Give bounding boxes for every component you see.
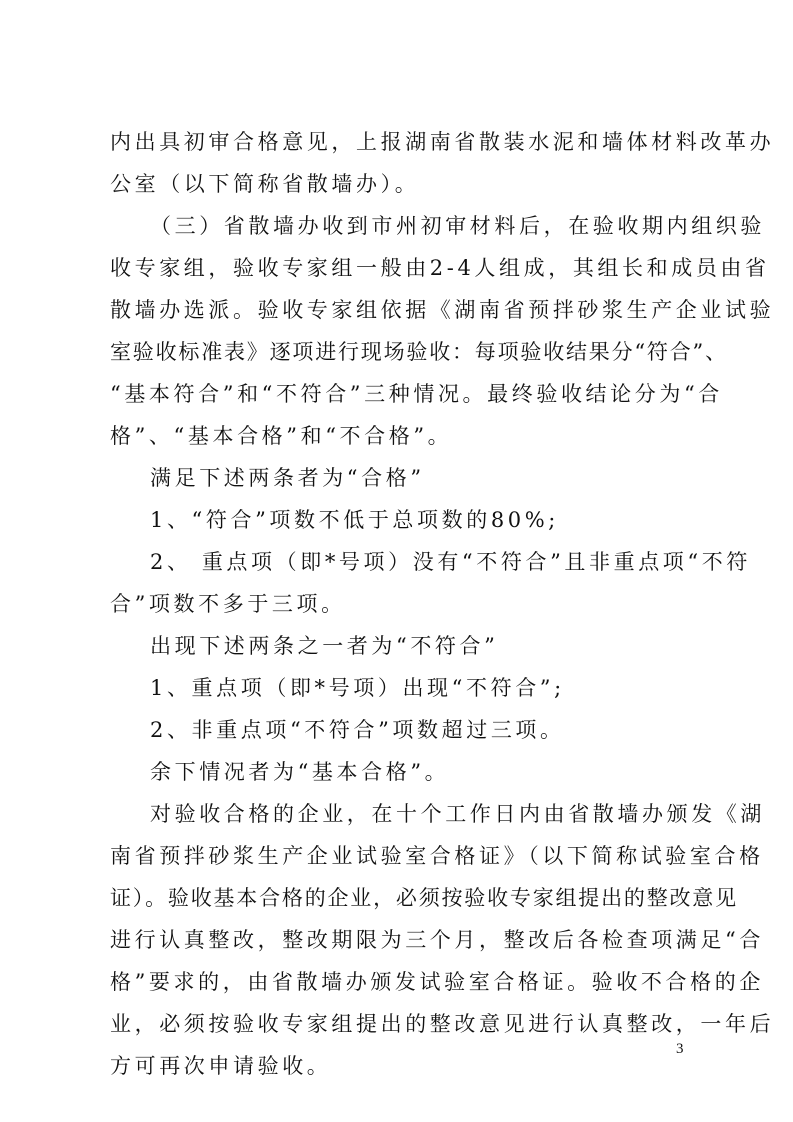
- paragraph-line-23: 方可再次申请验收。: [110, 1054, 332, 1078]
- paragraph-line-10: 1、“符合”项数不低于总项数的80%;: [150, 508, 559, 532]
- paragraph-line-19: 证）。验收基本合格的企业，必须按验收专家组提出的整改意见: [110, 886, 738, 910]
- paragraph-line-21: 格”要求的，由省散墙办颁发试验室合格证。验收不合格的企: [110, 970, 764, 994]
- paragraph-line-14: 1、重点项（即*号项）出现“不符合”;: [150, 676, 565, 700]
- paragraph-line-18: 南省预拌砂浆生产企业试验室合格证》（以下简称试验室合格: [110, 844, 764, 868]
- paragraph-line-13: 出现下述两条之一者为“不符合”: [150, 634, 499, 658]
- paragraph-line-7: “基本符合”和“不符合”三种情况。最终验收结论分为“合: [110, 382, 723, 406]
- paragraph-line-4: 收专家组，验收专家组一般由2-4人组成，其组长和成员由省: [110, 256, 770, 280]
- paragraph-line-15: 2、非重点项“不符合”项数超过三项。: [150, 718, 565, 742]
- paragraph-line-2: 公室（以下简称省散墙办）。: [110, 172, 420, 196]
- paragraph-line-22: 业，必须按验收专家组提出的整改意见进行认真整改，一年后: [110, 1012, 775, 1036]
- paragraph-line-6: 室验收标准表》逐项进行现场验收：每项验收结果分“符合”、: [110, 340, 728, 364]
- paragraph-line-1: 内出具初审合格意见，上报湖南省散装水泥和墙体材料改革办: [110, 130, 775, 154]
- paragraph-line-11: 2、 重点项（即*号项）没有“不符合”且非重点项“不符: [150, 550, 751, 574]
- paragraph-line-8: 格”、“基本合格”和“不合格”。: [110, 424, 453, 448]
- paragraph-line-16: 余下情况者为“基本合格”。: [150, 760, 450, 784]
- paragraph-line-12: 合”项数不多于三项。: [110, 592, 346, 616]
- paragraph-line-20: 进行认真整改，整改期限为三个月，整改后各检查项满足“合: [110, 928, 764, 952]
- page-number: 3: [676, 1041, 684, 1057]
- paragraph-line-3: （三）省散墙办收到市州初审材料后，在验收期内组织验: [150, 214, 765, 238]
- paragraph-line-9: 满足下述两条者为“合格”: [150, 466, 425, 490]
- paragraph-line-17: 对验收合格的企业，在十个工作日内由省散墙办颁发《湖: [150, 802, 765, 826]
- paragraph-line-5: 散墙办选派。验收专家组依据《湖南省预拌砂浆生产企业试验: [110, 298, 775, 322]
